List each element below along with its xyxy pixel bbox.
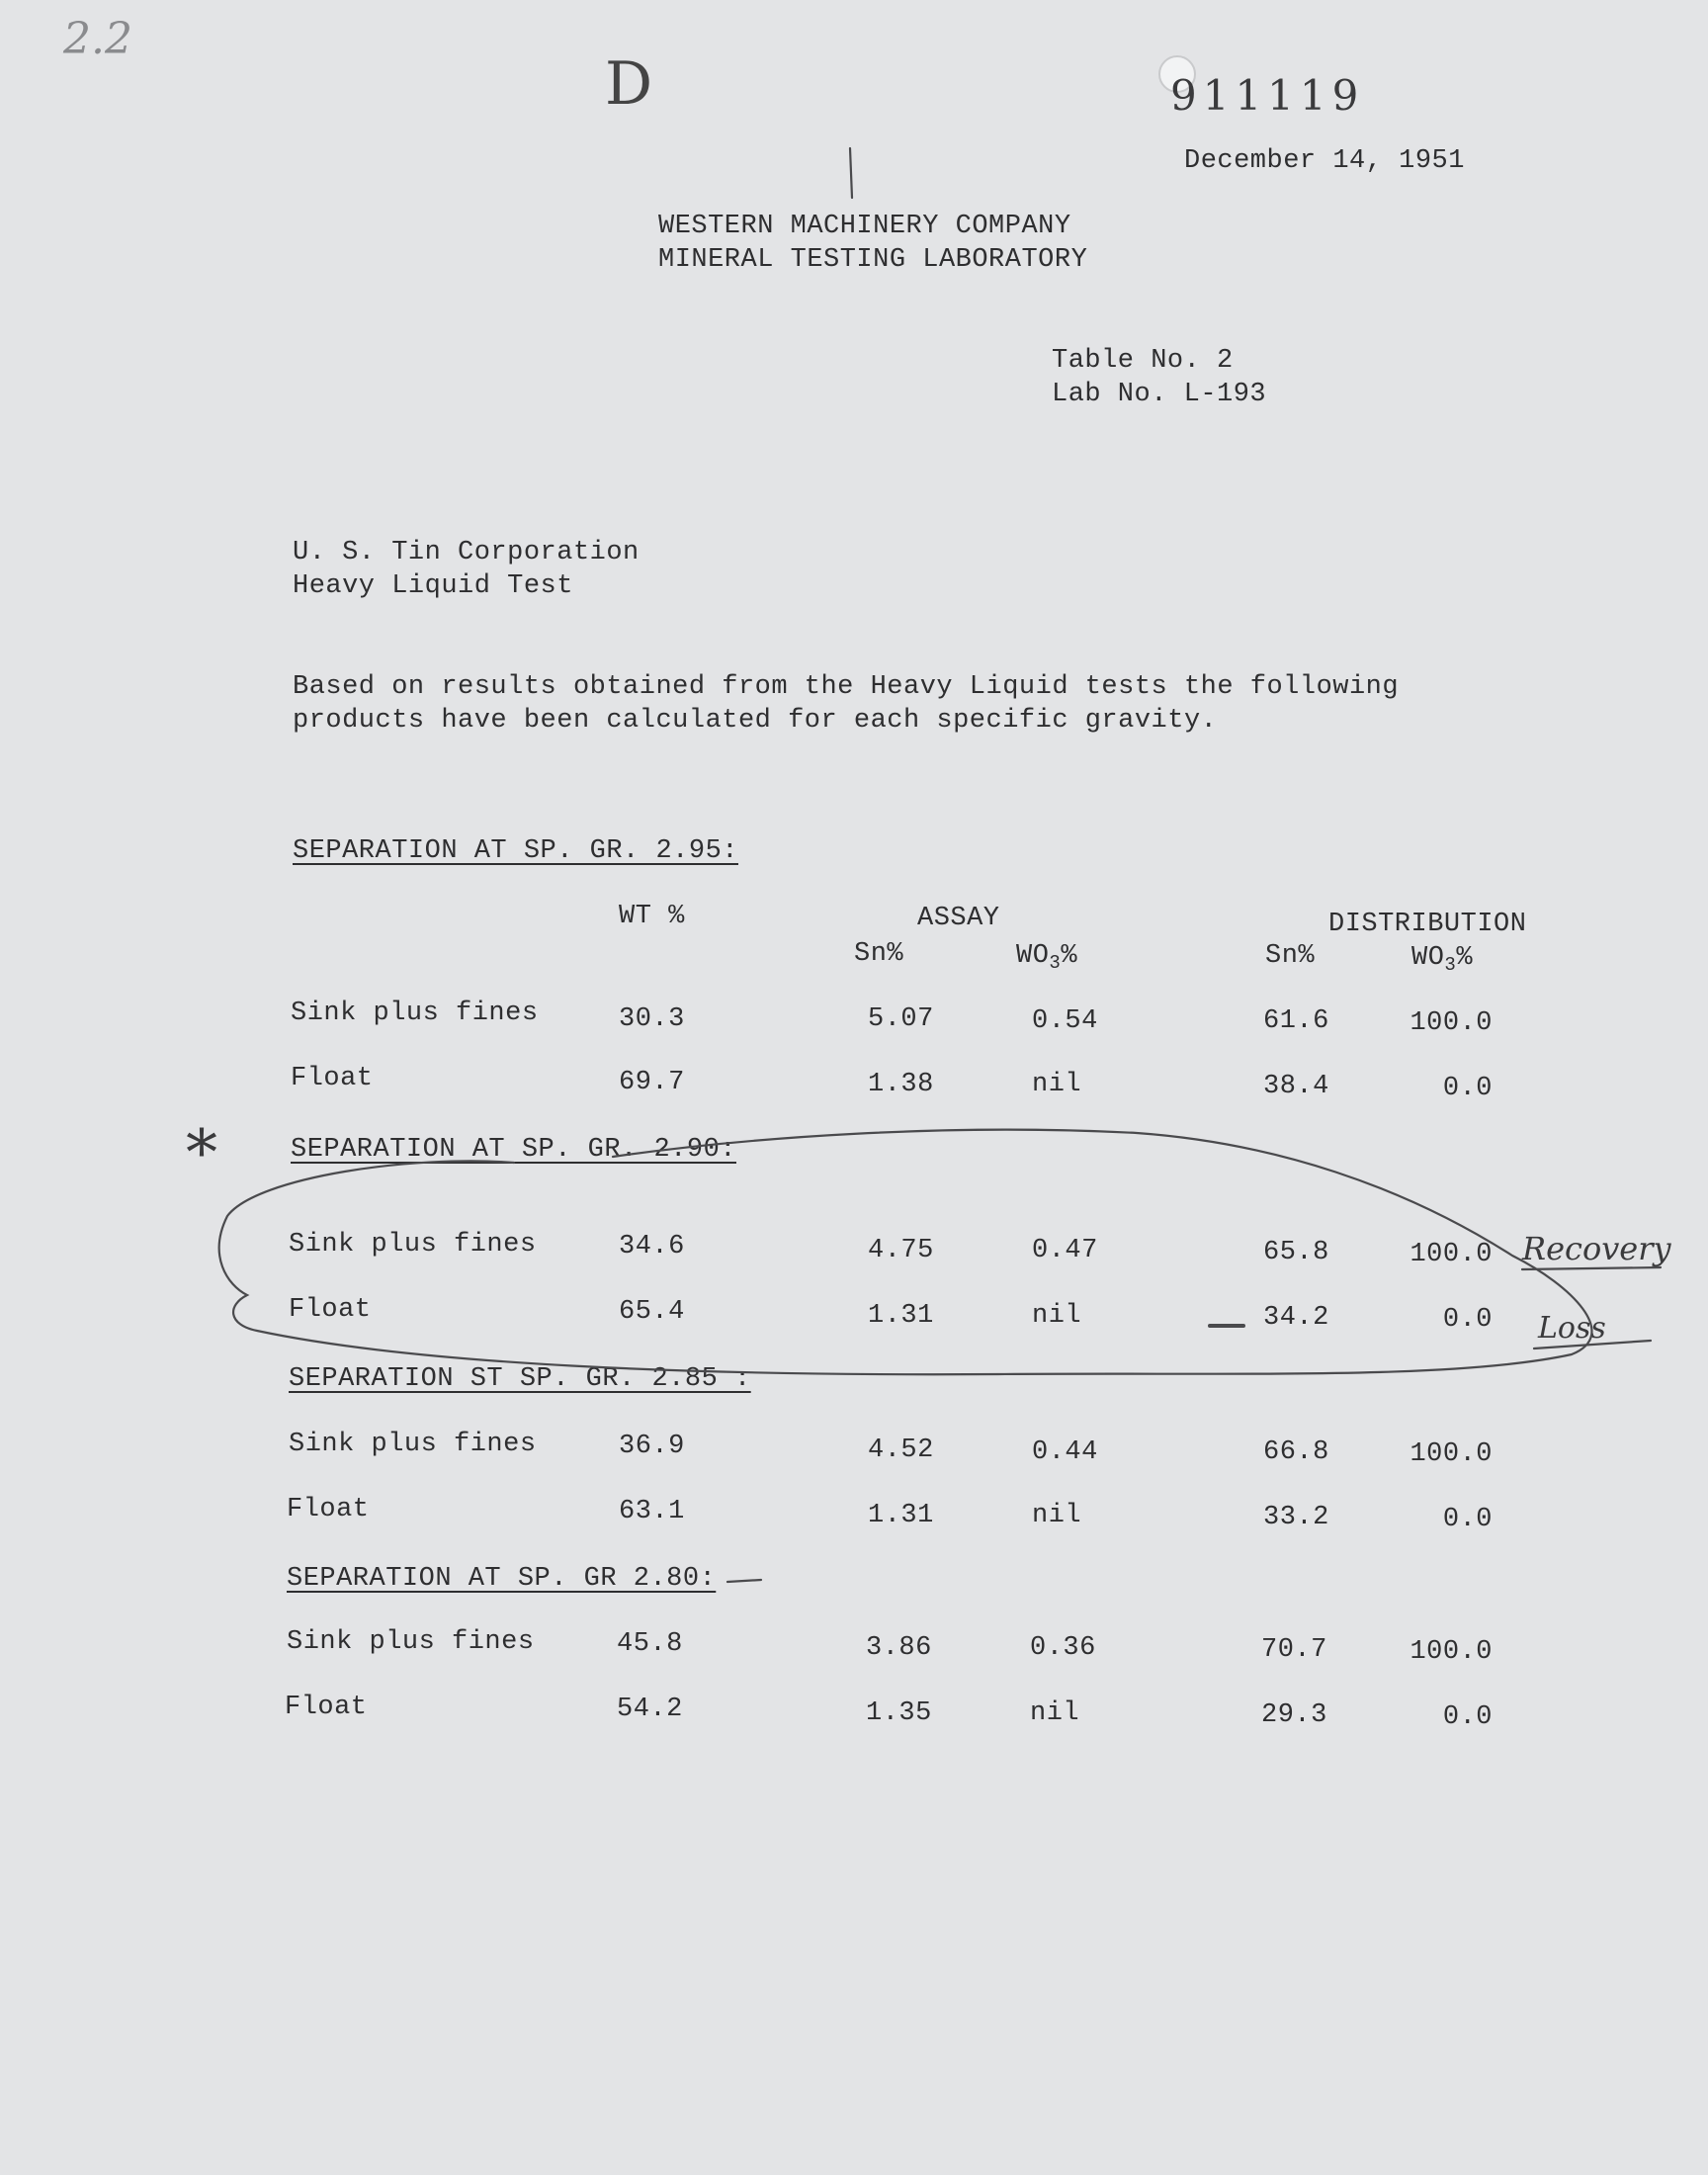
assay-wo3-value: nil xyxy=(1032,1501,1082,1530)
row-label: Float xyxy=(291,1064,374,1093)
assay-sn-value: 1.35 xyxy=(866,1698,932,1728)
assay-sn-value: 5.07 xyxy=(868,1004,934,1034)
column-header-dist-sn: Sn% xyxy=(1265,941,1316,971)
dist-sn-value: 66.8 xyxy=(1263,1437,1329,1467)
section-header-2-85: SEPARATION ST SP. GR. 2.85 : xyxy=(289,1364,751,1394)
dist-wo3-value: 100.0 xyxy=(1409,1240,1493,1269)
row-label: Float xyxy=(285,1693,368,1722)
assay-wo3-value: nil xyxy=(1030,1698,1080,1728)
intro-line-1: Based on results obtained from the Heavy Liquid tests the following xyxy=(293,672,1400,702)
assay-wo3-value: nil xyxy=(1032,1070,1082,1099)
column-header-assay-wo3: $WO_3\%$ xyxy=(1016,941,1078,974)
company-name: WESTERN MACHINERY COMPANY xyxy=(658,212,1071,241)
dist-sn-value: 38.4 xyxy=(1263,1072,1329,1101)
wt-value: 30.3 xyxy=(619,1004,685,1034)
assay-sn-value: 4.75 xyxy=(868,1236,934,1265)
assay-wo3-value: 0.54 xyxy=(1032,1006,1098,1036)
dist-wo3-value: 100.0 xyxy=(1409,1439,1493,1469)
assay-sn-value: 1.38 xyxy=(868,1070,934,1099)
intro-line-2: products have been calculated for each specific gravity. xyxy=(293,706,1218,736)
handwritten-top-left-mark: 2.2 xyxy=(63,14,132,64)
section-header-2-80: SEPARATION AT SP. GR 2.80: xyxy=(287,1564,717,1594)
assay-sn-value: 3.86 xyxy=(866,1633,932,1663)
handwritten-recovery-note: Recovery xyxy=(1522,1230,1671,1267)
dist-sn-value: 33.2 xyxy=(1263,1503,1329,1532)
row-label: Sink plus fines xyxy=(289,1230,537,1260)
assay-sn-value: 1.31 xyxy=(868,1301,934,1331)
wt-value: 65.4 xyxy=(619,1297,685,1327)
dist-wo3-value: 0.0 xyxy=(1442,1305,1493,1335)
laboratory-name: MINERAL TESTING LABORATORY xyxy=(658,245,1088,275)
pen-loop-around-2-90 xyxy=(219,1130,1592,1375)
pen-line-loss-underline xyxy=(1534,1341,1651,1348)
dist-sn-value: 34.2 xyxy=(1263,1303,1329,1333)
dist-wo3-value: 100.0 xyxy=(1409,1008,1493,1038)
handwritten-star: * xyxy=(186,1117,217,1190)
dist-wo3-value: 0.0 xyxy=(1442,1702,1493,1732)
handwritten-file-number: 911119 xyxy=(1170,71,1365,120)
assay-sn-value: 1.31 xyxy=(868,1501,934,1530)
row-label: Float xyxy=(287,1495,370,1524)
section-header-2-90: SEPARATION AT SP. GR. 2.90: xyxy=(291,1135,736,1165)
dist-wo3-value: 0.0 xyxy=(1442,1074,1493,1103)
row-label: Sink plus fines xyxy=(287,1627,535,1657)
assay-wo3-value: nil xyxy=(1032,1301,1082,1331)
column-header-distribution: DISTRIBUTION xyxy=(1328,910,1527,939)
client-name: U. S. Tin Corporation xyxy=(293,538,640,567)
wt-value: 69.7 xyxy=(619,1068,685,1097)
wt-value: 63.1 xyxy=(619,1497,685,1526)
wt-value: 36.9 xyxy=(619,1432,685,1461)
wt-value: 34.6 xyxy=(619,1232,685,1262)
dist-wo3-value: 0.0 xyxy=(1442,1505,1493,1534)
dist-wo3-value: 100.0 xyxy=(1409,1637,1493,1667)
dist-sn-value: 29.3 xyxy=(1261,1700,1327,1730)
pen-dash-after-2-80 xyxy=(727,1580,761,1582)
column-header-assay: ASSAY xyxy=(917,904,1000,933)
column-header-wt: WT % xyxy=(619,902,685,931)
column-header-assay-sn: Sn% xyxy=(854,939,904,969)
assay-wo3-value: 0.36 xyxy=(1030,1633,1096,1663)
column-header-dist-wo3: $WO_3\%$ xyxy=(1411,943,1474,976)
dist-sn-value: 70.7 xyxy=(1261,1635,1327,1665)
assay-sn-value: 4.52 xyxy=(868,1436,934,1465)
dist-sn-value: 65.8 xyxy=(1263,1238,1329,1267)
row-label: Float xyxy=(289,1295,372,1325)
row-label: Sink plus fines xyxy=(289,1430,537,1459)
table-number: Table No. 2 xyxy=(1052,346,1234,376)
dist-sn-value: 61.6 xyxy=(1263,1006,1329,1036)
lab-number: Lab No. L-193 xyxy=(1052,380,1267,409)
date: December 14, 1951 xyxy=(1184,146,1465,176)
assay-wo3-value: 0.44 xyxy=(1032,1437,1098,1467)
section-header-2-95: SEPARATION AT SP. GR. 2.95: xyxy=(293,836,738,866)
pen-line-recovery-underline xyxy=(1522,1267,1661,1269)
wt-value: 54.2 xyxy=(617,1695,683,1724)
assay-wo3-value: 0.47 xyxy=(1032,1236,1098,1265)
wt-value: 45.8 xyxy=(617,1629,683,1659)
handwritten-top-center-mark: D xyxy=(605,49,653,119)
pen-line-small-tick xyxy=(850,148,852,198)
handwritten-loss-note: Loss xyxy=(1538,1311,1606,1346)
row-label: Sink plus fines xyxy=(291,999,539,1028)
test-name: Heavy Liquid Test xyxy=(293,571,573,601)
